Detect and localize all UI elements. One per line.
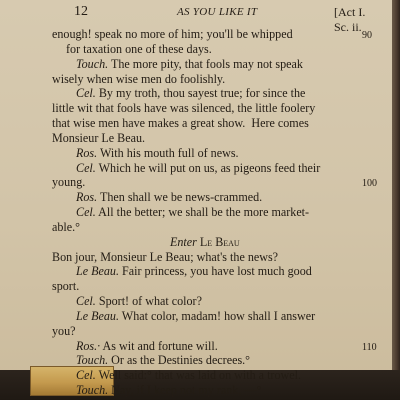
text-line: Touch. Nay, if I keep not my rank, —° xyxy=(76,383,262,397)
page-number: 12 xyxy=(74,4,88,19)
speaker-name: Cel. xyxy=(76,294,96,308)
text-line: Cel. By my troth, thou sayest true; for since the xyxy=(76,86,306,100)
text-line: able.° xyxy=(52,220,81,234)
text-line: you? xyxy=(52,324,76,338)
text-line: that wise men have makes a great show. Here comes xyxy=(52,116,309,130)
book-gutter xyxy=(392,0,400,400)
text-line: Le Beau. Fair princess, you have lost much good xyxy=(76,264,312,278)
text-line: little wit that fools have was silenced, the little foolery xyxy=(52,101,316,115)
text-line: sport. xyxy=(52,279,80,293)
speaker-name: Touch. xyxy=(76,57,109,71)
speaker-name: Ros.· xyxy=(76,339,101,353)
text-line: Monsieur Le Beau. xyxy=(52,131,146,145)
text-line: Cel. Which he will put on us, as pigeons feed their xyxy=(76,161,321,175)
speaker-name: Cel. xyxy=(76,368,96,382)
act-scene-label: [Act I. Sc. ii. xyxy=(334,5,366,34)
text-line: Cel. Well said:° that was laid on with a trowel. xyxy=(76,368,301,382)
running-title: AS YOU LIKE IT xyxy=(177,6,258,18)
text-line: Cel. Sport! of what color? xyxy=(76,294,202,308)
speaker-name: Cel. xyxy=(76,205,96,219)
text-line: Ros. Then shall we be news-crammed. xyxy=(76,190,263,204)
text-line: wisely when wise men do foolishly. xyxy=(52,72,226,86)
speaker-name: Cel. xyxy=(76,161,96,175)
text-line: Touch. The more pity, that fools may not speak xyxy=(76,57,303,71)
speaker-name: Ros. xyxy=(76,190,98,204)
text-line: young. xyxy=(52,175,86,189)
text-line: Touch. Or as the Destinies decrees.° xyxy=(76,353,251,367)
speaker-name: Touch. xyxy=(76,353,109,367)
speaker-name: Le Beau. xyxy=(76,264,119,278)
text-line: for taxation one of these days. xyxy=(66,42,212,56)
speaker-name: Ros. xyxy=(76,146,98,160)
text-line: Cel. All the better; we shall be the more market- xyxy=(76,205,310,219)
speaker-name: Cel. xyxy=(76,86,96,100)
line-number: 90 xyxy=(362,30,372,41)
text-line: Ros.· As wit and fortune will. xyxy=(76,339,218,353)
speaker-name: Touch. xyxy=(76,383,109,397)
text-line: enough! speak no more of him; you'll be whipped xyxy=(52,27,293,41)
text-line: Le Beau. What color, madam! how shall I answer xyxy=(76,309,316,323)
text-line: Ros. With his mouth full of news. xyxy=(76,146,239,160)
stage-direction: Enter Le Beau xyxy=(170,235,240,249)
text-line: Bon jour, Monsieur Le Beau; what's the news? xyxy=(52,250,279,264)
speaker-name: Le Beau. xyxy=(76,309,119,323)
line-number: 100 xyxy=(362,178,377,189)
line-number: 110 xyxy=(362,342,377,353)
